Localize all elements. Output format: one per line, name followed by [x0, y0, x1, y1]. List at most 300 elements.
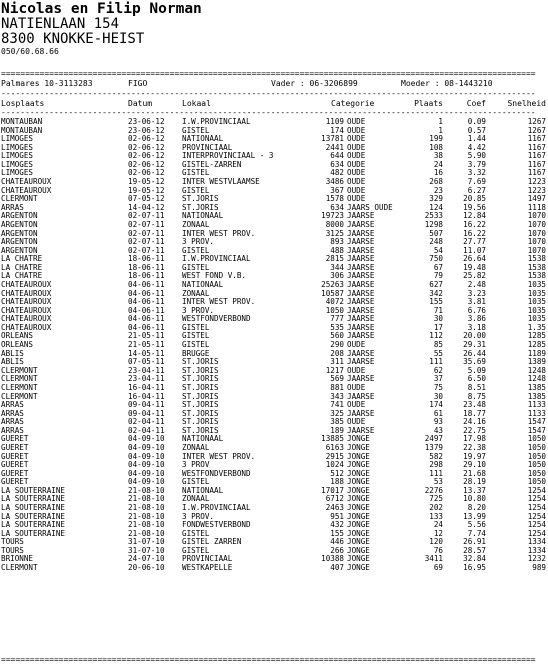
cell-losplaats: GUERET [1, 451, 29, 461]
cell-plaats: 30 [433, 391, 443, 401]
cell-categorie: OUDE [347, 417, 366, 427]
cell-lokaal: ST.JORIS [182, 374, 219, 384]
cell-aantal: 10587 [321, 288, 344, 298]
cell-aantal: 6712 [325, 494, 344, 504]
cell-snelheid: 1189 [527, 348, 546, 358]
cell-snelheid: 1285 [527, 340, 546, 350]
cell-aantal: 634 [330, 159, 344, 169]
cell-coef: 29.10 [463, 460, 486, 470]
cell-aantal: 189 [330, 425, 344, 435]
cell-coef: 5.09 [467, 365, 486, 375]
cell-datum: 04-06-11 [128, 297, 165, 307]
cell-plaats: 507 [429, 228, 443, 238]
cell-plaats: 55 [433, 348, 443, 358]
cell-snelheid: 1035 [527, 314, 546, 324]
table-row [0, 290, 548, 299]
cell-datum: 02-04-11 [128, 425, 165, 435]
owner-phone: 050/60.68.66 [1, 47, 59, 56]
cell-plaats: 16 [433, 168, 443, 178]
cell-snelheid: 1133 [527, 408, 546, 418]
cell-aantal: 3486 [325, 177, 344, 187]
table-row [0, 272, 548, 281]
cell-coef: 25.82 [463, 271, 486, 281]
mother-ring: Moeder : 08-1443210 [401, 79, 493, 88]
cell-datum: 16-04-11 [128, 391, 165, 401]
cell-categorie: JAARSE [347, 288, 375, 298]
cell-losplaats: LIMOGES [1, 168, 34, 178]
cell-losplaats: BRIONNE [1, 554, 34, 564]
cell-lokaal: FONDWESTVERBOND [182, 520, 251, 530]
cell-categorie: JONGE [347, 520, 370, 530]
cell-losplaats: ARRAS [1, 400, 24, 410]
palmares-ring: Palmares 10-3113283 [1, 79, 93, 88]
cell-lokaal: ST.JORIS [182, 202, 219, 212]
cell-losplaats: CLERMONT [1, 382, 38, 392]
table-row [0, 169, 548, 178]
table-row [0, 495, 548, 504]
cell-datum: 02-06-12 [128, 142, 165, 152]
cell-losplaats: CLERMONT [1, 391, 38, 401]
cell-plaats: 24 [433, 520, 443, 530]
cell-lokaal: NATIONAAL [182, 211, 224, 221]
cell-lokaal: GISTEL [182, 262, 210, 272]
cell-plaats: 248 [429, 237, 443, 247]
separator-rule: --------------------------------------------------------------------------------------------------------------- [1, 89, 536, 98]
cell-categorie: OUDE [347, 151, 366, 161]
cell-aantal: 8000 [325, 219, 344, 229]
cell-snelheid: 1070 [527, 219, 546, 229]
cell-lokaal: NATIONAAL [182, 485, 224, 495]
cell-plaats: 17 [433, 322, 443, 332]
table-row [0, 513, 548, 522]
cell-losplaats: ARGENTON [1, 211, 38, 221]
cell-losplaats: LA SOUTERRAINE [1, 528, 66, 538]
cell-coef: 3.79 [467, 159, 486, 169]
cell-plaats: 342 [429, 288, 443, 298]
cell-datum: 04-06-11 [128, 305, 165, 315]
cell-snelheid: 1497 [527, 194, 546, 204]
cell-aantal: 325 [330, 408, 344, 418]
cell-categorie: JONGE [347, 477, 370, 487]
cell-datum: 18-06-11 [128, 262, 165, 272]
cell-coef: 11.07 [463, 245, 486, 255]
cell-snelheid: 1285 [527, 331, 546, 341]
cell-coef: 23.48 [463, 400, 486, 410]
cell-plaats: 30 [433, 314, 443, 324]
cell-lokaal: INTER WESTVLAAMSE [182, 177, 260, 187]
cell-categorie: JAARSE [347, 348, 375, 358]
cell-categorie: JONGE [347, 563, 370, 573]
cell-snelheid: 1167 [527, 151, 546, 161]
cell-aantal: 385 [330, 417, 344, 427]
cell-coef: 28.57 [463, 545, 486, 555]
cell-datum: 21-08-10 [128, 485, 165, 495]
cell-datum: 04-09-10 [128, 477, 165, 487]
owner-street: NATIENLAAN 154 [1, 16, 120, 32]
cell-plaats: 111 [429, 468, 443, 478]
cell-categorie: OUDE [347, 382, 366, 392]
cell-coef: 13.37 [463, 485, 486, 495]
cell-datum: 19-05-12 [128, 177, 165, 187]
cell-losplaats: LA SOUTERRAINE [1, 511, 66, 521]
cell-categorie: OUDE [347, 142, 366, 152]
cell-categorie: JAARSE [347, 374, 375, 384]
cell-coef: 26.44 [463, 348, 486, 358]
cell-snelheid: 1050 [527, 460, 546, 470]
cell-plaats: 750 [429, 254, 443, 264]
cell-coef: 3.81 [467, 297, 486, 307]
cell-plaats: 61 [433, 408, 443, 418]
col-coef: Coef [466, 99, 486, 108]
cell-snelheid: 1118 [527, 202, 546, 212]
cell-losplaats: ARRAS [1, 408, 24, 418]
table-row [0, 315, 548, 324]
cell-snelheid: 1.35 [527, 322, 546, 332]
cell-datum: 09-04-11 [128, 408, 165, 418]
table-row [0, 564, 548, 573]
col-lokaal: Lokaal [182, 99, 211, 108]
cell-plaats: 627 [429, 279, 443, 289]
cell-categorie: OUDE [347, 194, 366, 204]
cell-categorie: JAARSE [347, 357, 375, 367]
cell-datum: 02-06-12 [128, 134, 165, 144]
cell-lokaal: WESTKAPELLE [182, 563, 233, 573]
cell-coef: 12.84 [463, 211, 486, 221]
cell-losplaats: ARGENTON [1, 228, 38, 238]
cell-coef: 18.77 [463, 408, 486, 418]
cell-categorie: JAARSE [347, 211, 375, 221]
cell-coef: 26.91 [463, 537, 486, 547]
cell-losplaats: MONTAUBAN [1, 125, 43, 135]
cell-aantal: 25263 [321, 279, 344, 289]
cell-losplaats: CHATEAUROUX [1, 322, 52, 332]
cell-plaats: 43 [433, 425, 443, 435]
table-row [0, 281, 548, 290]
cell-coef: 16.22 [463, 228, 486, 238]
cell-snelheid: 1248 [527, 365, 546, 375]
cell-categorie: JAARSE [347, 391, 375, 401]
cell-losplaats: LA CHATRE [1, 262, 43, 272]
cell-losplaats: LA SOUTERRAINE [1, 494, 66, 504]
cell-losplaats: ABLIS [1, 357, 24, 367]
cell-lokaal: I.W.PROVINCIAAL [182, 254, 251, 264]
cell-categorie: JONGE [347, 460, 370, 470]
cell-plaats: 124 [429, 202, 443, 212]
cell-aantal: 1217 [325, 365, 344, 375]
cell-coef: 3.18 [467, 322, 486, 332]
cell-lokaal: GISTEL [182, 331, 210, 341]
cell-datum: 04-06-11 [128, 314, 165, 324]
cell-snelheid: 1334 [527, 545, 546, 555]
col-losplaats: Losplaats [1, 99, 45, 108]
cell-categorie: JAARSE [347, 254, 375, 264]
cell-aantal: 777 [330, 314, 344, 324]
cell-snelheid: 1385 [527, 382, 546, 392]
cell-snelheid: 1050 [527, 442, 546, 452]
cell-losplaats: CLERMONT [1, 365, 38, 375]
cell-aantal: 155 [330, 528, 344, 538]
cell-categorie: JONGE [347, 485, 370, 495]
cell-aantal: 881 [330, 382, 344, 392]
cell-plaats: 120 [429, 537, 443, 547]
cell-snelheid: 1035 [527, 288, 546, 298]
cell-categorie: OUDE [347, 117, 366, 126]
cell-losplaats: GUERET [1, 468, 29, 478]
cell-categorie: JONGE [347, 494, 370, 504]
cell-datum: 21-08-10 [128, 528, 165, 538]
cell-datum: 02-07-11 [128, 228, 165, 238]
cell-lokaal: ZONAAL [182, 442, 210, 452]
table-row [0, 298, 548, 307]
cell-snelheid: 1167 [527, 159, 546, 169]
cell-datum: 18-06-11 [128, 254, 165, 264]
cell-categorie: JONGE [347, 451, 370, 461]
cell-coef: 6.50 [467, 374, 486, 384]
cell-datum: 02-04-11 [128, 417, 165, 427]
cell-plaats: 268 [429, 177, 443, 187]
cell-losplaats: ARGENTON [1, 219, 38, 229]
cell-datum: 21-08-10 [128, 511, 165, 521]
cell-losplaats: LA SOUTERRAINE [1, 503, 66, 513]
cell-coef: 7.69 [467, 177, 486, 187]
cell-aantal: 19723 [321, 211, 344, 221]
cell-aantal: 407 [330, 563, 344, 573]
cell-plaats: 298 [429, 460, 443, 470]
cell-aantal: 13781 [321, 134, 344, 144]
cell-categorie: JONGE [347, 554, 370, 564]
cell-plaats: 725 [429, 494, 443, 504]
cell-coef: 3.23 [467, 288, 486, 298]
cell-losplaats: GUERET [1, 477, 29, 487]
cell-aantal: 535 [330, 322, 344, 332]
cell-datum: 19-05-12 [128, 185, 165, 195]
cell-categorie: OUDE [347, 365, 366, 375]
cell-datum: 23-04-11 [128, 365, 165, 375]
cell-lokaal: GISTEL [182, 477, 210, 487]
cell-plaats: 1379 [424, 442, 443, 452]
owner-city: 8300 KNOKKE-HEIST [1, 31, 145, 47]
cell-snelheid: 1070 [527, 211, 546, 221]
cell-categorie: JAARSE [347, 297, 375, 307]
cell-categorie: OUDE [347, 400, 366, 410]
cell-datum: 21-05-11 [128, 331, 165, 341]
cell-aantal: 741 [330, 400, 344, 410]
cell-plaats: 199 [429, 134, 443, 144]
cell-losplaats: CLERMONT [1, 563, 38, 573]
cell-plaats: 133 [429, 511, 443, 521]
cell-plaats: 174 [429, 400, 443, 410]
cell-aantal: 343 [330, 391, 344, 401]
cell-snelheid: 1035 [527, 297, 546, 307]
cell-losplaats: CHATEAUROUX [1, 185, 52, 195]
cell-datum: 04-09-10 [128, 442, 165, 452]
cell-lokaal: GISTEL [182, 322, 210, 332]
cell-datum: 04-09-10 [128, 460, 165, 470]
cell-categorie: JAARSE [347, 322, 375, 332]
cell-plaats: 108 [429, 142, 443, 152]
cell-snelheid: 989 [532, 563, 546, 573]
cell-aantal: 290 [330, 340, 344, 350]
cell-categorie: JAARSE [347, 245, 375, 255]
col-categorie: Categorie [331, 99, 375, 108]
cell-aantal: 1024 [325, 460, 344, 470]
cell-lokaal: ST.JORIS [182, 382, 219, 392]
results-table [0, 118, 548, 573]
cell-lokaal: ST.JORIS [182, 408, 219, 418]
cell-plaats: 53 [433, 477, 443, 487]
cell-losplaats: LIMOGES [1, 134, 34, 144]
cell-plaats: 62 [433, 365, 443, 375]
col-snelheid: Snelheid [507, 99, 546, 108]
cell-categorie: JAARSE [347, 331, 375, 341]
cell-plaats: 582 [429, 451, 443, 461]
cell-coef: 8.75 [467, 391, 486, 401]
cell-coef: 0.09 [467, 117, 486, 126]
cell-lokaal: 3 PROV [182, 460, 210, 470]
cell-categorie: JAARSE [347, 279, 375, 289]
cell-losplaats: ARRAS [1, 417, 24, 427]
cell-lokaal: WESTFONDVERBOND [182, 314, 251, 324]
cell-datum: 04-06-11 [128, 288, 165, 298]
cell-coef: 8.51 [467, 382, 486, 392]
cell-lokaal: GISTEL ZARREN [182, 537, 242, 547]
separator-rule: =============================================================================================================== [1, 655, 536, 664]
cell-aantal: 488 [330, 245, 344, 255]
cell-snelheid: 1050 [527, 434, 546, 444]
cell-losplaats: LIMOGES [1, 151, 34, 161]
cell-lokaal: NATIONAAL [182, 134, 224, 144]
cell-datum: 02-07-11 [128, 245, 165, 255]
cell-aantal: 311 [330, 357, 344, 367]
table-row [0, 367, 548, 376]
cell-coef: 20.00 [463, 331, 486, 341]
cell-aantal: 266 [330, 545, 344, 555]
cell-losplaats: LA SOUTERRAINE [1, 485, 66, 495]
cell-lokaal: GISTEL [182, 528, 210, 538]
cell-coef: 13.99 [463, 511, 486, 521]
cell-plaats: 93 [433, 417, 443, 427]
cell-aantal: 1109 [325, 117, 344, 126]
table-row [0, 127, 548, 136]
cell-aantal: 306 [330, 271, 344, 281]
cell-coef: 8.20 [467, 503, 486, 513]
cell-snelheid: 1538 [527, 254, 546, 264]
cell-categorie: OUDE [347, 185, 366, 195]
cell-losplaats: GUERET [1, 460, 29, 470]
cell-snelheid: 1385 [527, 391, 546, 401]
cell-plaats: 1 [438, 117, 443, 126]
cell-lokaal: 3 PROV. [182, 511, 215, 521]
cell-plaats: 111 [429, 357, 443, 367]
cell-categorie: JAARSE [347, 305, 375, 315]
cell-losplaats: MONTAUBAN [1, 117, 43, 126]
cell-datum: 07-05-12 [128, 194, 165, 204]
cell-losplaats: GUERET [1, 442, 29, 452]
cell-snelheid: 1070 [527, 228, 546, 238]
cell-lokaal: NATIONAAL [182, 279, 224, 289]
cell-coef: 3.32 [467, 168, 486, 178]
cell-lokaal: INTER WEST PROV. [182, 297, 256, 307]
cell-snelheid: 1133 [527, 400, 546, 410]
cell-snelheid: 1035 [527, 305, 546, 315]
cell-lokaal: I.W.PROVINCIAAL [182, 503, 251, 513]
cell-snelheid: 1547 [527, 417, 546, 427]
cell-coef: 5.90 [467, 151, 486, 161]
owner-name: Nicolas en Filip Norman [1, 1, 202, 17]
cell-coef: 5.56 [467, 520, 486, 530]
cell-losplaats: ABLIS [1, 348, 24, 358]
cell-datum: 14-05-11 [128, 348, 165, 358]
cell-losplaats: CLERMONT [1, 374, 38, 384]
cell-losplaats: LA CHATRE [1, 271, 43, 281]
cell-snelheid: 1070 [527, 237, 546, 247]
cell-losplaats: ARGENTON [1, 245, 38, 255]
table-row [0, 144, 548, 153]
cell-losplaats: CHATEAUROUX [1, 297, 52, 307]
cell-snelheid: 1223 [527, 185, 546, 195]
cell-plaats: 71 [433, 305, 443, 315]
cell-aantal: 17017 [321, 485, 344, 495]
cell-coef: 22.75 [463, 425, 486, 435]
cell-plaats: 2276 [424, 485, 443, 495]
table-row [0, 135, 548, 144]
cell-lokaal: WESTFONDVERBOND [182, 468, 251, 478]
cell-plaats: 329 [429, 194, 443, 204]
cell-snelheid: 1167 [527, 168, 546, 178]
cell-lokaal: ST.JORIS [182, 194, 219, 204]
cell-snelheid: 1035 [527, 279, 546, 289]
cell-plaats: 1298 [424, 219, 443, 229]
cell-snelheid: 1254 [527, 485, 546, 495]
cell-snelheid: 1050 [527, 468, 546, 478]
cell-losplaats: ORLEANS [1, 340, 34, 350]
cell-lokaal: ZONAAL [182, 219, 210, 229]
cell-aantal: 344 [330, 262, 344, 272]
cell-snelheid: 1232 [527, 554, 546, 564]
cell-categorie: JAARS OUDE [347, 202, 393, 212]
cell-aantal: 6163 [325, 442, 344, 452]
cell-coef: 21.68 [463, 468, 486, 478]
cell-plaats: 85 [433, 340, 443, 350]
cell-datum: 02-07-11 [128, 237, 165, 247]
cell-plaats: 2533 [424, 211, 443, 221]
cell-coef: 22.38 [463, 442, 486, 452]
cell-losplaats: ARRAS [1, 425, 24, 435]
cell-lokaal: 3 PROV. [182, 305, 215, 315]
cell-coef: 29.31 [463, 340, 486, 350]
cell-losplaats: ARGENTON [1, 237, 38, 247]
cell-categorie: JAARSE [347, 408, 375, 418]
father-ring: Vader : 06-3206899 [271, 79, 358, 88]
cell-categorie: JONGE [347, 503, 370, 513]
cell-coef: 35.69 [463, 357, 486, 367]
cell-aantal: 482 [330, 168, 344, 178]
cell-coef: 17.98 [463, 434, 486, 444]
cell-coef: 26.64 [463, 254, 486, 264]
cell-categorie: OUDE [347, 177, 366, 187]
cell-datum: 18-06-11 [128, 271, 165, 281]
cell-losplaats: CHATEAUROUX [1, 305, 52, 315]
table-row [0, 384, 548, 393]
cell-categorie: JAARSE [347, 219, 375, 229]
cell-datum: 23-04-11 [128, 374, 165, 384]
cell-datum: 02-06-12 [128, 151, 165, 161]
cell-plaats: 76 [433, 545, 443, 555]
cell-lokaal: GISTEL-ZARREN [182, 159, 242, 169]
cell-categorie: JONGE [347, 442, 370, 452]
cell-categorie: OUDE [347, 125, 366, 135]
separator-rule: =============================================================================================================== [1, 69, 536, 78]
